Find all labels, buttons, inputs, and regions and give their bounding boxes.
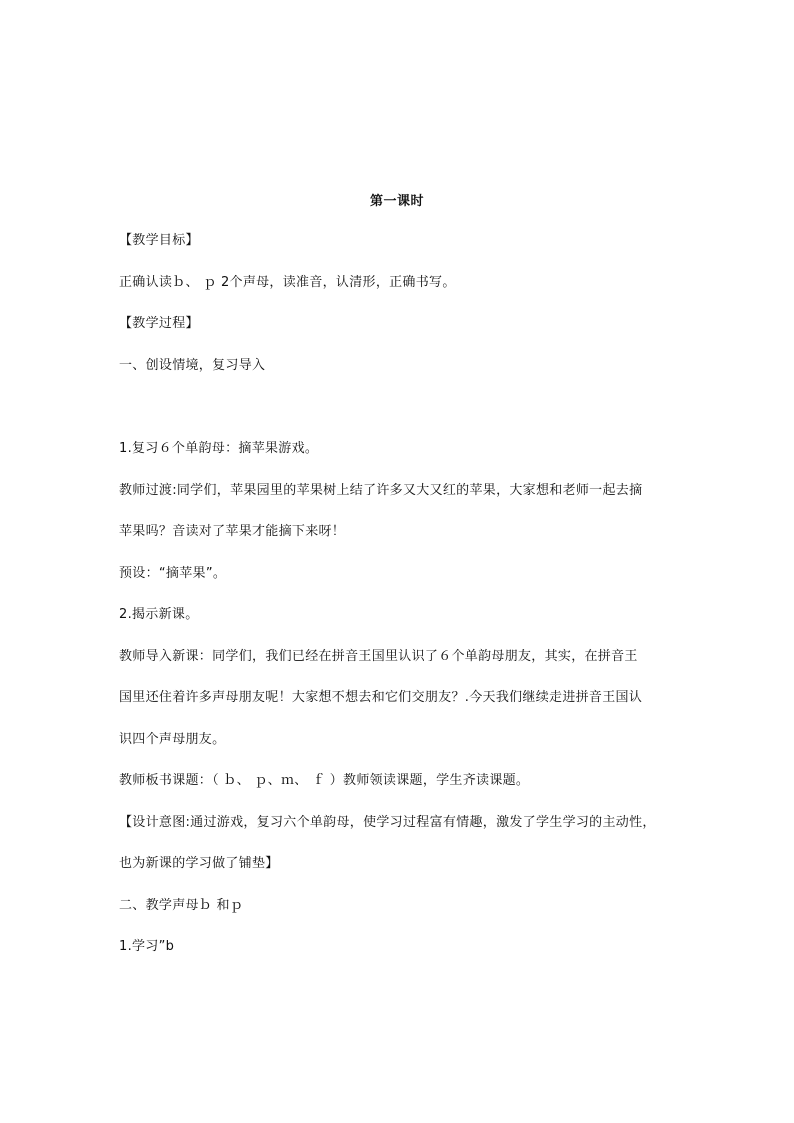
step-heading-2: 二、教学声母ｂ 和ｐ — [119, 898, 244, 913]
section-heading-process: 【教学过程】 — [119, 316, 199, 331]
section-heading-objectives: 【教学目标】 — [119, 233, 199, 248]
objective-text: 正确认读ｂ、 ｐ 2个声母，读准音，认清形，正确书写。 — [119, 275, 456, 290]
design-intent-line: 【设计意图:通过游戏，复习六个单韵母，使学习过程富有情趣，激发了学生学习的主动性， — [119, 815, 656, 830]
design-intent-line: 也为新课的学习做了铺垫】 — [119, 856, 279, 871]
step-heading-1: 一、创设情境，复习导入 — [119, 358, 266, 373]
paragraph-line: 1.复习６个单韵母：摘苹果游戏。 — [119, 441, 319, 456]
lesson-title: 第一课时 — [369, 194, 424, 209]
paragraph-line: 2.揭示新课。 — [119, 607, 199, 622]
paragraph-line: 1.学习”b — [119, 939, 175, 954]
paragraph-line: 教师过渡:同学们，苹果园里的苹果树上结了许多又大又红的苹果，大家想和老师一起去摘 — [119, 483, 643, 498]
paragraph-line: 预设：“摘苹果”。 — [119, 566, 227, 581]
paragraph-line: 教师板书课题：（ ｂ、 ｐ、ｍ、 ｆ ）教师领读课题，学生齐读课题。 — [119, 773, 530, 788]
paragraph-line: 国里还住着许多声母朋友呢！大家想不想去和它们交朋友？.今天我们继续走进拼音王国认 — [119, 690, 643, 705]
paragraph-line: 教师导入新课：同学们，我们已经在拼音王国里认识了６个单韵母朋友，其实，在拼音王 — [119, 649, 638, 664]
paragraph-line: 识四个声母朋友。 — [119, 732, 226, 747]
paragraph-line: 苹果吗？音读对了苹果才能摘下来呀！ — [119, 524, 346, 539]
